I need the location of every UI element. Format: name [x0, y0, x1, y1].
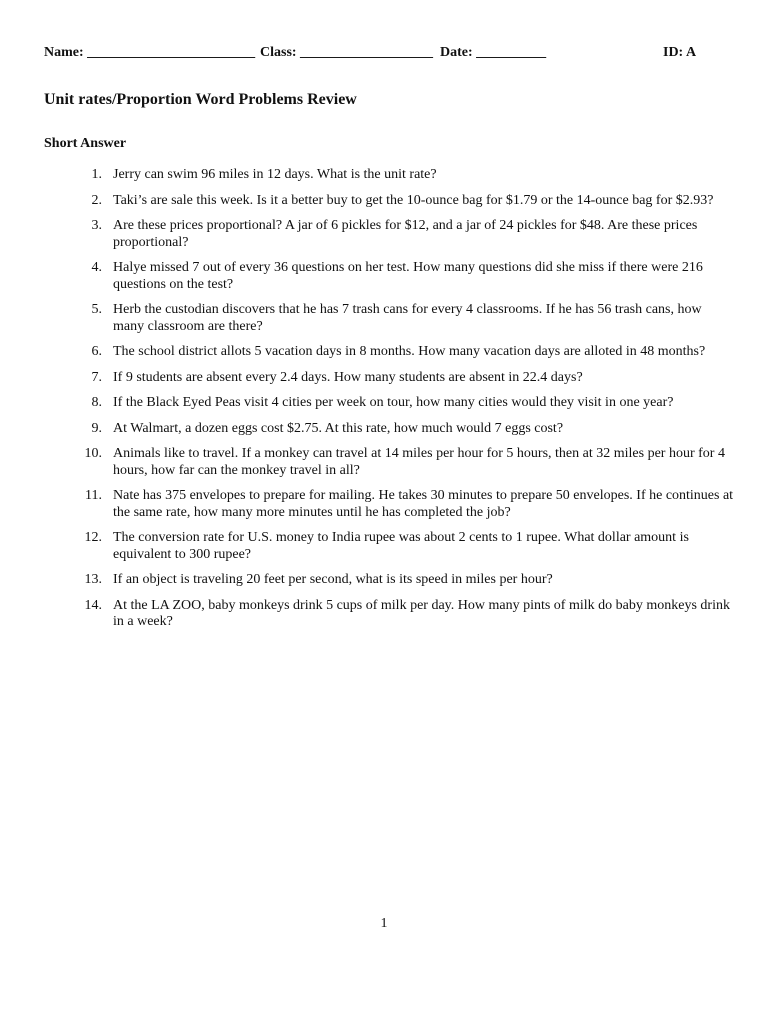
- question-item: [44, 193, 734, 210]
- section-heading: Short Answer: [44, 136, 127, 151]
- question-number: 6.: [91, 344, 102, 359]
- question-text: If the Black Eyed Peas visit 4 cities per week on tour, how many cities would they visit in one year?: [113, 395, 674, 410]
- id-field: ID: A: [663, 45, 697, 60]
- question-text: Animals like to travel. If a monkey can travel at 14 miles per hour for 5 hours, then at 32 miles per hour for 4 hours, how far can the monkey travel in all?: [113, 446, 725, 478]
- question-number: 13.: [84, 572, 102, 587]
- question-item: [44, 395, 734, 412]
- question-text: If 9 students are absent every 2.4 days. How many students are absent in 22.4 days?: [113, 369, 583, 385]
- question-number: 5.: [91, 302, 102, 317]
- question-item: [44, 488, 734, 521]
- question-item: [44, 167, 734, 184]
- page-title: Unit rates/Proportion Word Problems Review: [44, 91, 357, 108]
- question-text: At Walmart, a dozen eggs cost $2.75. At this rate, how much would 7 eggs cost?: [113, 420, 564, 436]
- question-text: Are these prices proportional? A jar of 6 pickles for $12, and a jar of 24 pickles for $48. Are these prices proportional?: [113, 218, 698, 250]
- question-item: [44, 344, 734, 361]
- question-number: 14.: [84, 597, 102, 613]
- question-number: 1.: [91, 167, 102, 182]
- question-item: [44, 598, 734, 631]
- question-text: Herb the custodian discovers that he has 7 trash cans for every 4 classrooms. If he has 56 trash cans, how many classroom are there?: [113, 302, 702, 334]
- question-number: 10.: [84, 446, 102, 461]
- question-text: Halye missed 7 out of every 36 questions on her test. How many questions did she miss if there were 216 questions on the test?: [113, 260, 703, 292]
- question-number: 9.: [91, 420, 102, 436]
- question-number: 11.: [85, 488, 102, 503]
- question-text: Jerry can swim 96 miles in 12 days. What is the unit rate?: [113, 167, 437, 182]
- question-number: 2.: [91, 192, 102, 208]
- question-item: [44, 218, 734, 251]
- class-field: Class: ___________________: [260, 45, 434, 60]
- question-number: 7.: [91, 369, 102, 385]
- question-text: Nate has 375 envelopes to prepare for mailing. He takes 30 minutes to prepare 50 envelopes. If he continues at the same rate, how many more minutes until he has completed the job?: [113, 488, 734, 520]
- question-text: The school district allots 5 vacation days in 8 months. How many vacation days are alloted in 48 months?: [113, 344, 706, 359]
- question-number: 4.: [91, 260, 102, 275]
- question-item: [44, 530, 734, 563]
- question-number: 3.: [91, 218, 102, 233]
- header-row: [44, 45, 724, 63]
- question-item: [44, 446, 734, 479]
- page-number: 1: [380, 916, 388, 931]
- question-number: 8.: [91, 395, 102, 410]
- name-field: Name: ________________________: [44, 45, 256, 60]
- question-item: [44, 421, 734, 438]
- date-field: Date: __________: [440, 45, 547, 60]
- question-text: If an object is traveling 20 feet per second, what is its speed in miles per hour?: [113, 572, 553, 587]
- question-text: Taki’s are sale this week. Is it a better buy to get the 10-ounce bag for $1.79 or the 14-ounce bag for $2.93?: [113, 192, 714, 208]
- question-item: [44, 302, 734, 335]
- question-list: [44, 167, 734, 640]
- question-item: [44, 370, 734, 387]
- question-text: The conversion rate for U.S. money to India rupee was about 2 cents to 1 rupee. What dollar amount is equivalent to 300 rupee?: [113, 530, 689, 562]
- question-item: [44, 572, 734, 589]
- question-number: 12.: [84, 530, 102, 545]
- question-text: At the LA ZOO, baby monkeys drink 5 cups of milk per day. How many pints of milk do baby monkeys drink in a week?: [113, 597, 730, 629]
- question-item: [44, 260, 734, 293]
